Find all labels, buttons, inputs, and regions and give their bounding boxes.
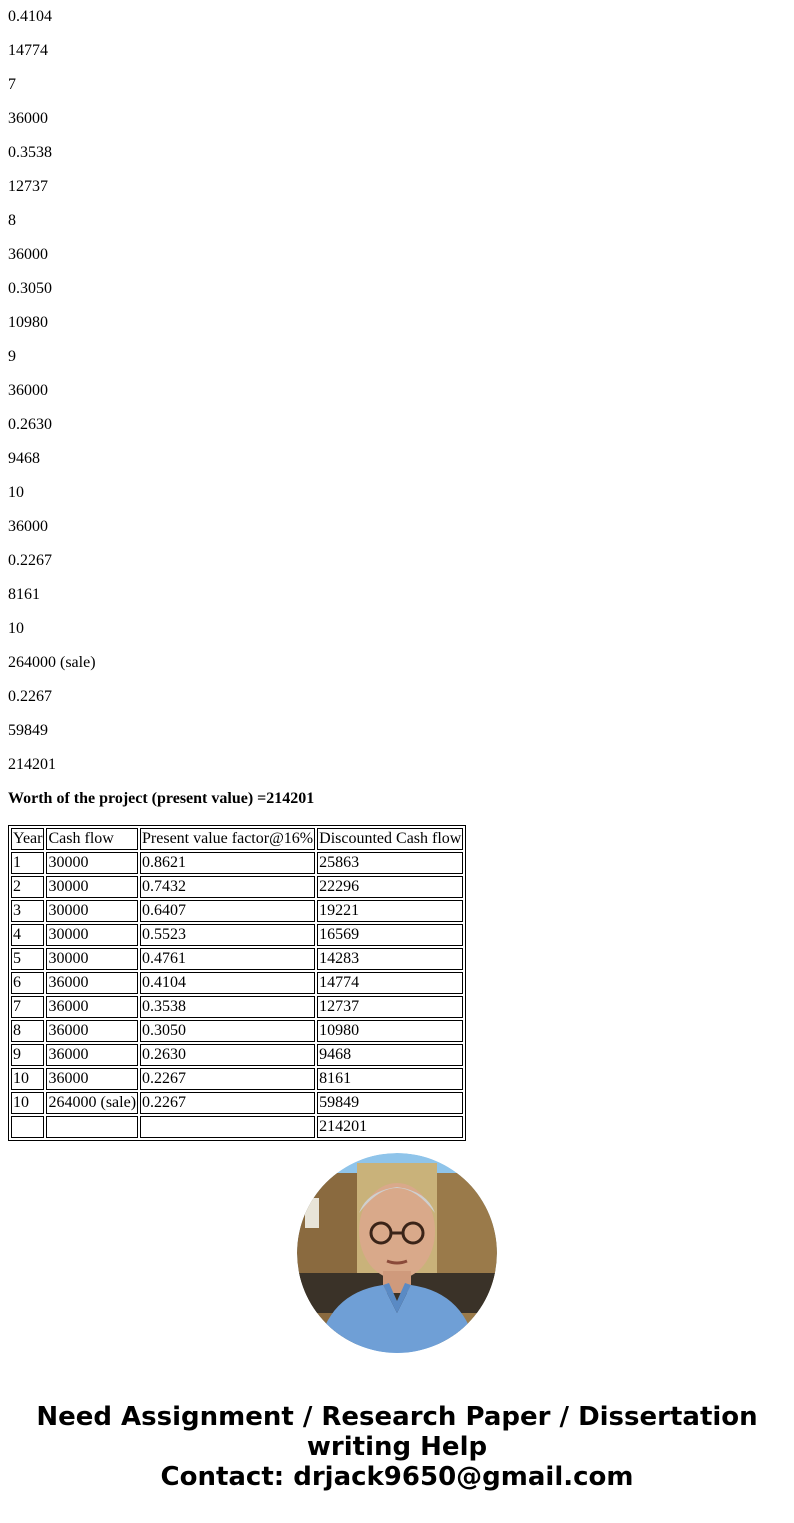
cell-pv-factor: 0.2630 bbox=[140, 1044, 315, 1066]
table-row bbox=[11, 1020, 463, 1042]
cell-cash-flow: 36000 bbox=[46, 1044, 138, 1066]
text-line: 8161 bbox=[8, 586, 40, 603]
cell-year: 5 bbox=[11, 948, 44, 970]
cell-discounted-cash-flow: 22296 bbox=[317, 876, 463, 898]
cell-year: 10 bbox=[11, 1092, 44, 1114]
cell-pv-factor: 0.7432 bbox=[140, 876, 315, 898]
worth-heading: Worth of the project (present value) =214201 bbox=[8, 790, 315, 807]
cell-year: 4 bbox=[11, 924, 44, 946]
cell-year bbox=[11, 1116, 44, 1138]
author-avatar bbox=[297, 1153, 497, 1353]
text-line: 0.2630 bbox=[8, 416, 52, 433]
table-row bbox=[11, 948, 463, 970]
header-pv-factor: Present value factor@16% bbox=[140, 828, 315, 850]
table-row bbox=[11, 972, 463, 994]
text-line: 14774 bbox=[8, 42, 48, 59]
cell-cash-flow: 30000 bbox=[46, 852, 138, 874]
text-line: 0.4104 bbox=[8, 8, 52, 25]
cell-pv-factor: 0.3538 bbox=[140, 996, 315, 1018]
text-line: 0.3538 bbox=[8, 144, 52, 161]
cell-discounted-cash-flow: 214201 bbox=[317, 1116, 463, 1138]
cell-pv-factor: 0.3050 bbox=[140, 1020, 315, 1042]
cell-pv-factor: 0.2267 bbox=[140, 1068, 315, 1090]
cell-discounted-cash-flow: 14774 bbox=[317, 972, 463, 994]
cell-year: 3 bbox=[11, 900, 44, 922]
cell-cash-flow bbox=[46, 1116, 138, 1138]
cell-year: 2 bbox=[11, 876, 44, 898]
cell-cash-flow: 30000 bbox=[46, 900, 138, 922]
cell-discounted-cash-flow: 9468 bbox=[317, 1044, 463, 1066]
text-line: 36000 bbox=[8, 518, 48, 535]
cell-discounted-cash-flow: 59849 bbox=[317, 1092, 463, 1114]
text-line: 8 bbox=[8, 212, 16, 229]
header-year: Year bbox=[11, 828, 44, 850]
cta-line-1: Need Assignment / Research Paper / Dissertation bbox=[36, 1402, 758, 1432]
table-row bbox=[11, 852, 463, 874]
cell-discounted-cash-flow: 10980 bbox=[317, 1020, 463, 1042]
contact-banner bbox=[0, 1402, 794, 1492]
cell-year: 8 bbox=[11, 1020, 44, 1042]
cell-discounted-cash-flow: 14283 bbox=[317, 948, 463, 970]
cell-discounted-cash-flow: 12737 bbox=[317, 996, 463, 1018]
cell-year: 6 bbox=[11, 972, 44, 994]
cell-discounted-cash-flow: 8161 bbox=[317, 1068, 463, 1090]
cell-cash-flow: 36000 bbox=[46, 1068, 138, 1090]
cell-cash-flow: 264000 (sale) bbox=[46, 1092, 138, 1114]
cta-line-2: writing Help bbox=[306, 1432, 488, 1462]
header-discounted-cash-flow: Discounted Cash flow bbox=[317, 828, 463, 850]
text-line: 264000 (sale) bbox=[8, 654, 96, 671]
cell-cash-flow: 30000 bbox=[46, 948, 138, 970]
text-line: 0.2267 bbox=[8, 688, 52, 705]
text-line: 9468 bbox=[8, 450, 40, 467]
cell-discounted-cash-flow: 19221 bbox=[317, 900, 463, 922]
header-cash-flow: Cash flow bbox=[46, 828, 138, 850]
cell-cash-flow: 36000 bbox=[46, 972, 138, 994]
cell-pv-factor: 0.2267 bbox=[140, 1092, 315, 1114]
table-row bbox=[11, 1116, 463, 1138]
cell-cash-flow: 30000 bbox=[46, 876, 138, 898]
text-line: 10 bbox=[8, 484, 24, 501]
cell-cash-flow: 36000 bbox=[46, 1020, 138, 1042]
cell-cash-flow: 30000 bbox=[46, 924, 138, 946]
cell-year: 1 bbox=[11, 852, 44, 874]
table-row bbox=[11, 924, 463, 946]
cell-year: 7 bbox=[11, 996, 44, 1018]
cashflow-table-wrapper bbox=[8, 825, 466, 1141]
text-line: 214201 bbox=[8, 756, 56, 773]
table-row bbox=[11, 876, 463, 898]
cashflow-table bbox=[8, 825, 466, 1141]
cell-pv-factor bbox=[140, 1116, 315, 1138]
table-row bbox=[11, 996, 463, 1018]
table-row bbox=[11, 1044, 463, 1066]
cell-discounted-cash-flow: 25863 bbox=[317, 852, 463, 874]
cell-pv-factor: 0.5523 bbox=[140, 924, 315, 946]
text-line: 0.3050 bbox=[8, 280, 52, 297]
table-row bbox=[11, 900, 463, 922]
table-row bbox=[11, 1092, 463, 1114]
cta-contact-email[interactable]: Contact: drjack9650@gmail.com bbox=[160, 1462, 634, 1492]
text-line: 12737 bbox=[8, 178, 48, 195]
text-line: 36000 bbox=[8, 382, 48, 399]
text-line: 10980 bbox=[8, 314, 48, 331]
cell-pv-factor: 0.4761 bbox=[140, 948, 315, 970]
text-line: 0.2267 bbox=[8, 552, 52, 569]
cell-pv-factor: 0.8621 bbox=[140, 852, 315, 874]
text-line: 36000 bbox=[8, 246, 48, 263]
text-line: 7 bbox=[8, 76, 16, 93]
cell-cash-flow: 36000 bbox=[46, 996, 138, 1018]
text-line: 9 bbox=[8, 348, 16, 365]
cell-pv-factor: 0.6407 bbox=[140, 900, 315, 922]
text-line: 36000 bbox=[8, 110, 48, 127]
text-line: 10 bbox=[8, 620, 24, 637]
cell-discounted-cash-flow: 16569 bbox=[317, 924, 463, 946]
table-header-row bbox=[11, 828, 463, 850]
cell-year: 10 bbox=[11, 1068, 44, 1090]
author-portrait-image bbox=[297, 1153, 497, 1353]
text-line: 59849 bbox=[8, 722, 48, 739]
cell-pv-factor: 0.4104 bbox=[140, 972, 315, 994]
cell-year: 9 bbox=[11, 1044, 44, 1066]
table-row bbox=[11, 1068, 463, 1090]
